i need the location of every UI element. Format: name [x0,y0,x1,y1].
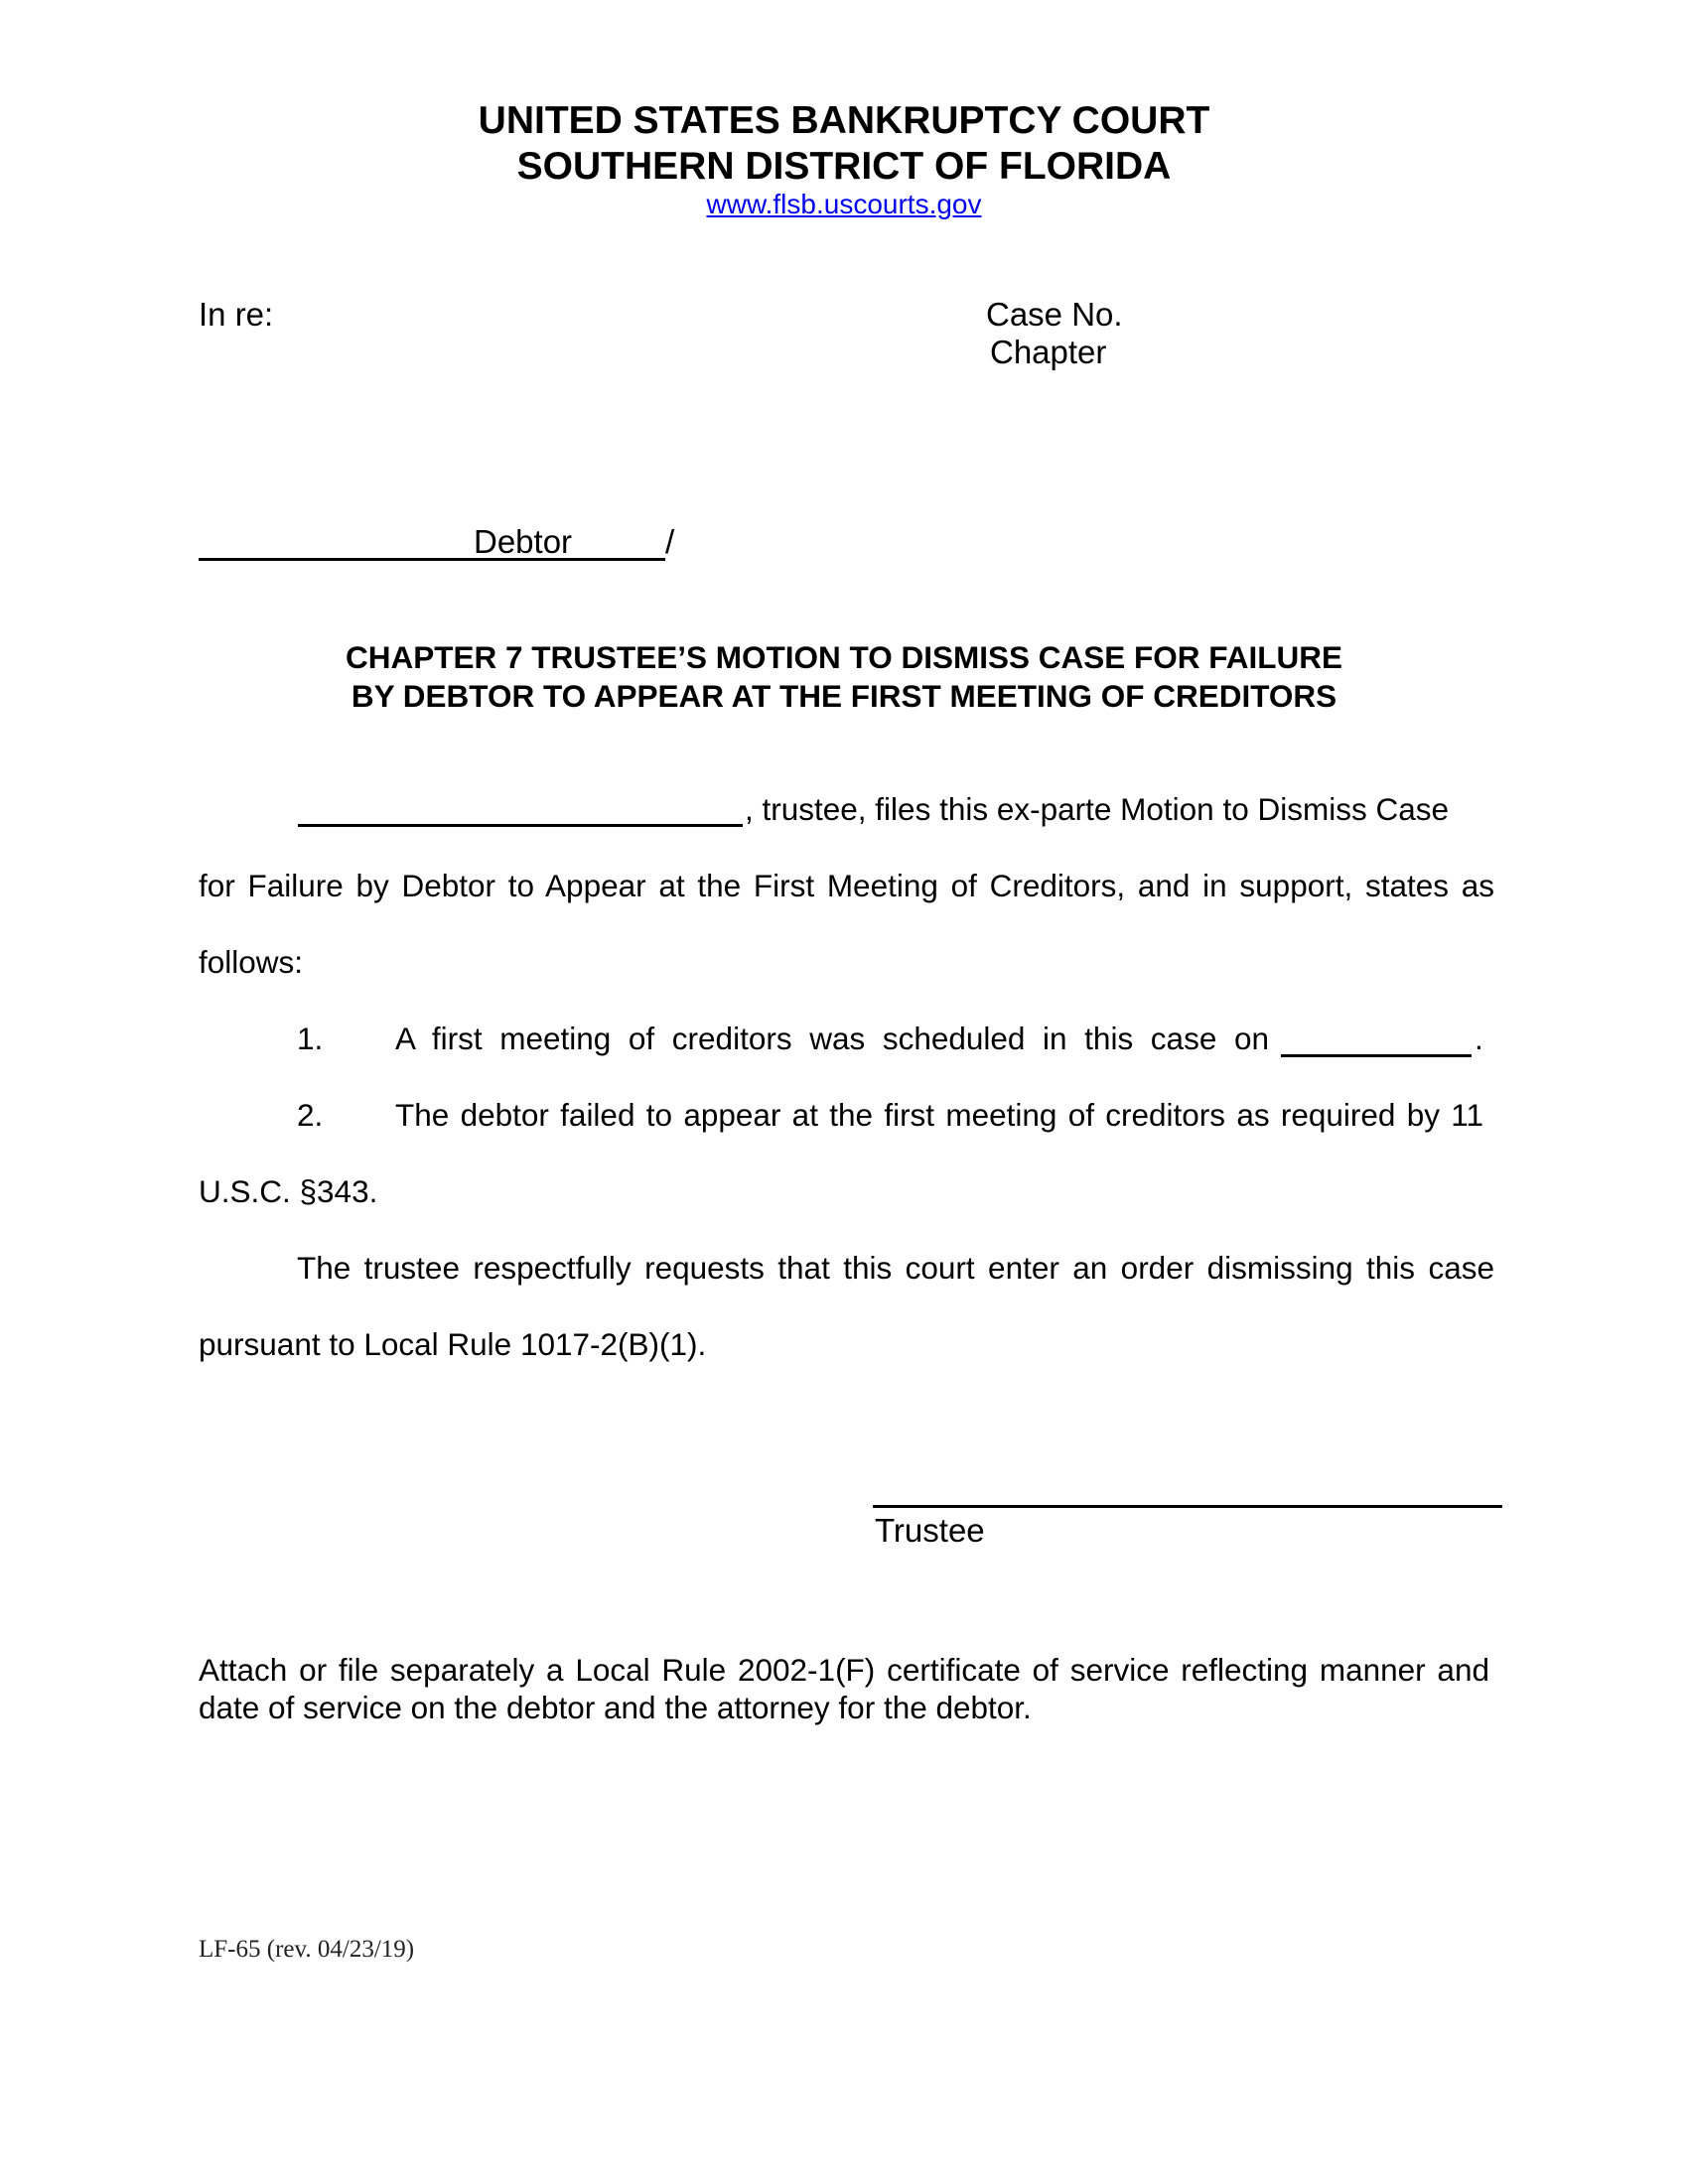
service-note-line1: Attach or file separately a Local Rule 2002-1(F) certificate of service reflecting manner and [199,1652,1489,1688]
item1-period: . [1475,1021,1483,1056]
item1-number: 1. [297,1021,324,1056]
request-line2: pursuant to Local Rule 1017-2(B)(1). [199,1326,707,1362]
motion-title-line2: BY DEBTOR TO APPEAR AT THE FIRST MEETING OF CREDITORS [351,678,1337,714]
intro-line2: for Failure by Debtor to Appear at the First Meeting of Creditors, and in support, states as [199,868,1494,903]
intro-line1: , trustee, files this ex-parte Motion to Dismiss Case [745,791,1449,827]
intro-line3: follows: [199,944,304,980]
court-name: UNITED STATES BANKRUPTCY COURT [478,99,1210,142]
debtor-name-line[interactable] [199,558,665,561]
case-number-label: Case No. [986,296,1123,333]
service-note-line2: date of service on the debtor and the attorney for the debtor. [199,1690,1032,1725]
in-re-label: In re: [199,296,274,333]
meeting-date-blank[interactable] [1281,1054,1472,1057]
item2-text: The debtor failed to appear at the first meeting of creditors as required by 11 [395,1097,1483,1133]
item2-continuation: U.S.C. §343. [199,1173,378,1209]
item1-text: A first meeting of creditors was scheduled in this case on [395,1021,1269,1056]
court-website [0,189,1688,220]
trustee-name-blank[interactable] [298,824,743,827]
chapter-label: Chapter [990,334,1107,370]
request-line1: The trustee respectfully requests that this court enter an order dismissing this case [297,1250,1494,1286]
item2-number: 2. [297,1097,324,1133]
court-website-link[interactable]: www.flsb.uscourts.gov [706,189,982,219]
trustee-signature-line[interactable] [873,1505,1502,1508]
court-district: SOUTHERN DISTRICT OF FLORIDA [516,145,1172,188]
debtor-label: Debtor [474,523,573,560]
caption-slash: / [665,523,675,560]
form-revision-id: LF-65 (rev. 04/23/19) [199,1936,415,1963]
trustee-signature-label: Trustee [875,1512,985,1549]
motion-title-line1: CHAPTER 7 TRUSTEE’S MOTION TO DISMISS CASE FOR FAILURE [345,639,1342,675]
